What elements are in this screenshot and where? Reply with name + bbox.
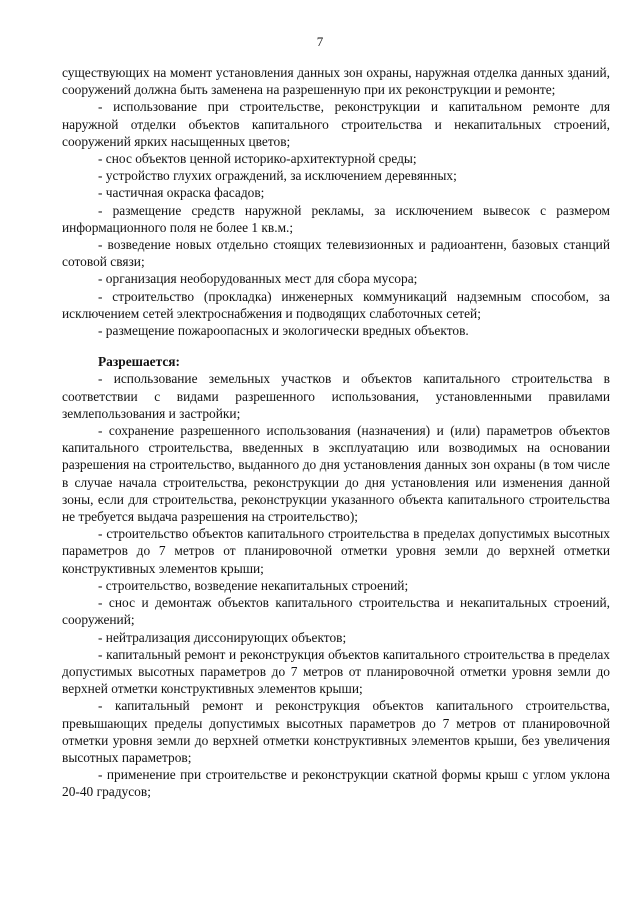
- paragraph: - размещение средств наружной рекламы, за исключением вывесок с размером информационного поля не более 1 кв.м.;: [62, 202, 610, 235]
- paragraph: существующих на момент установления данных зон охраны, наружная отделка данных зданий, сооружений должна быть заменена на разрешенную при их реконструкции и ремонте;: [62, 65, 610, 98]
- prohibited-list: [62, 64, 610, 339]
- paragraph: - строительство объектов капитального строительства в пределах допустимых высотных параметров до 7 метров от планировочной отметки уровня земли до верхней отметки конструктивных элементов крыши;: [62, 526, 610, 576]
- paragraph: - строительство, возведение некапитальных строений;: [98, 577, 409, 593]
- paragraph: - применение при строительстве и реконструкции скатной формы крыш с углом уклона 20-40 градусов;: [62, 767, 610, 800]
- paragraph: - капитальный ремонт и реконструкция объектов капитального строительства, превышающих пределы допустимых высотных параметров до 7 метров от планировочной отметки уровня земли до верхней отметки конструктивных элементов крыши, без увеличения высотных параметров;: [62, 698, 610, 765]
- paragraph: - размещение пожароопасных и экологически вредных объектов.: [98, 323, 469, 339]
- paragraph: - возведение новых отдельно стоящих телевизионных и радиоантенн, базовых станций сотовой связи;: [62, 237, 610, 270]
- document-body: [62, 64, 610, 801]
- page-number: 7: [316, 34, 324, 49]
- paragraph: - использование земельных участков и объектов капитального строительства в соответствии с видами разрешенного использования, установленными правилами землепользования и застройки;: [62, 371, 610, 421]
- paragraph: - частичная окраска фасадов;: [98, 185, 265, 201]
- paragraph: - снос объектов ценной историко-архитектурной среды;: [98, 151, 417, 167]
- section-heading: Разрешается:: [98, 354, 180, 370]
- paragraph: - организация необорудованных мест для сбора мусора;: [98, 271, 418, 287]
- paragraph: - сохранение разрешенного использования (назначения) и (или) параметров объектов капитального строительства, введенных в эксплуатацию или возводимых на основании разрешения на строительство, выданного до дня установления данных зон охраны (в том числе в случае начала строительства, реконструкции до дня установления или изменения данной зоны, если для строительства, реконструкции указанного объекта капитального строительства не требуется выдача разрешения на строительство);: [62, 423, 610, 525]
- paragraph: - капитальный ремонт и реконструкция объектов капитального строительства в пределах допустимых высотных параметров до 7 метров от планировочной отметки уровня земли до верхней отметки конструктивных элементов крыши;: [62, 646, 610, 697]
- section-gap: [62, 339, 610, 353]
- paragraph: - устройство глухих ограждений, за исключением деревянных;: [98, 168, 457, 184]
- paragraph: - использование при строительстве, реконструкции и капитальном ремонте для наружной отделки объектов капитального строительства и некапитальных строений, сооружений ярких насыщенных цветов;: [62, 99, 610, 149]
- paragraph: - нейтрализация диссонирующих объектов;: [98, 629, 347, 645]
- allowed-list: [62, 370, 610, 800]
- paragraph: - строительство (прокладка) инженерных коммуникаций надземным способом, за исключением сетей электроснабжения и подводящих слаботочных сетей;: [62, 288, 610, 321]
- paragraph: - снос и демонтаж объектов капитального строительства и некапитальных строений, сооружений;: [62, 595, 610, 628]
